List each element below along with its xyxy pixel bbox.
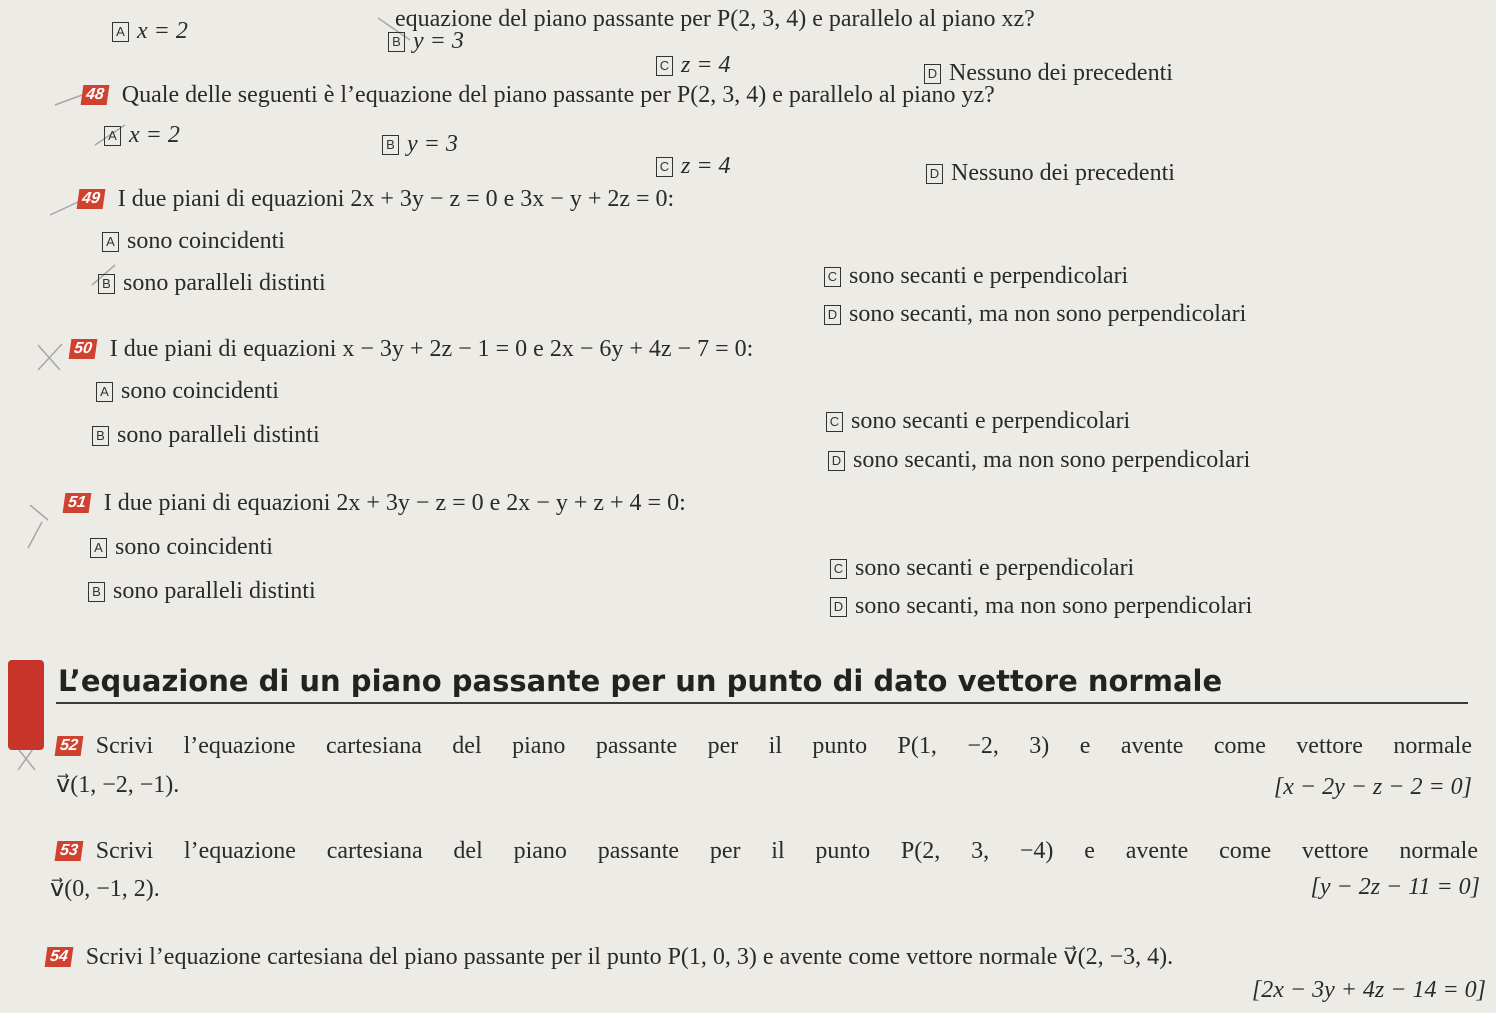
q50-option-c <box>826 408 1130 435</box>
q47-option-b-box: B <box>388 32 405 52</box>
q48-option-d <box>926 160 1175 187</box>
q50-option-c-text: sono secanti e perpendicolari <box>851 408 1131 434</box>
question-48 <box>82 82 995 109</box>
q48-option-b-text: y = 3 <box>407 131 458 157</box>
q47-option-a-text: x = 2 <box>137 18 188 44</box>
q51-option-b <box>88 578 316 605</box>
q49-option-d-box: D <box>824 305 841 325</box>
q51-option-a-box: A <box>90 538 107 558</box>
question-53-answer: [y − 2z − 11 = 0] <box>1310 874 1480 900</box>
q51-option-d-box: D <box>830 597 847 617</box>
question-53-number: 53 <box>55 841 84 861</box>
q50-option-a <box>96 378 279 405</box>
q47-option-c-box: C <box>656 56 673 76</box>
question-47-text: equazione del piano passante per P(2, 3, 4) e parallelo al piano xz? <box>395 6 1035 32</box>
question-49 <box>78 186 674 213</box>
q49-option-c-text: sono secanti e perpendicolari <box>849 263 1129 289</box>
question-53 <box>56 838 1478 865</box>
q50-option-a-box: A <box>96 382 113 402</box>
question-51-text: I due piani di equazioni 2x + 3y − z = 0 e 2x − y + z + 4 = 0: <box>103 490 686 516</box>
question-52-line2: v⃗(1, −2, −1). <box>56 772 180 798</box>
question-49-number: 49 <box>77 189 106 209</box>
q51-option-b-text: sono paralleli distinti <box>113 578 316 604</box>
q49-option-b-text: sono paralleli distinti <box>123 270 326 296</box>
q50-option-d-text: sono secanti, ma non sono perpendicolari <box>853 447 1251 473</box>
q48-option-c <box>656 153 731 180</box>
q49-option-d <box>824 301 1246 328</box>
question-54-answer: [2x − 3y + 4z − 14 = 0] <box>1251 977 1486 1003</box>
question-50 <box>70 336 753 363</box>
q47-option-a <box>112 18 188 45</box>
q48-option-b <box>382 131 458 158</box>
q49-option-c <box>824 263 1128 290</box>
q51-option-b-box: B <box>88 582 105 602</box>
q50-option-b-box: B <box>92 426 109 446</box>
q50-option-b <box>92 422 320 449</box>
question-48-text: Quale delle seguenti è l’equazione del piano passante per P(2, 3, 4) e parallelo al piano yz? <box>121 82 995 108</box>
q49-option-a <box>102 228 285 255</box>
q47-option-c-text: z = 4 <box>681 52 731 78</box>
question-54-number: 54 <box>45 947 74 967</box>
section-red-tab <box>8 660 44 750</box>
q48-option-a-text: x = 2 <box>129 122 180 148</box>
q51-option-d-text: sono secanti, ma non sono perpendicolari <box>855 593 1253 619</box>
q51-option-a-text: sono coincidenti <box>115 534 273 560</box>
question-54 <box>46 942 1173 971</box>
q51-option-c-text: sono secanti e perpendicolari <box>855 555 1135 581</box>
question-52-number: 52 <box>55 736 84 756</box>
question-50-text: I due piani di equazioni x − 3y + 2z − 1 = 0 e 2x − 6y + 4z − 7 = 0: <box>109 336 754 362</box>
question-51 <box>64 490 686 517</box>
q47-option-d-box: D <box>924 64 941 84</box>
section-title: L’equazione di un piano passante per un punto di dato vettore normale <box>58 664 1223 698</box>
q51-option-c <box>830 555 1134 582</box>
question-51-number: 51 <box>63 493 92 513</box>
q50-option-a-text: sono coincidenti <box>121 378 279 404</box>
q48-option-c-text: z = 4 <box>681 153 731 179</box>
q47-option-b-text: y = 3 <box>413 28 464 54</box>
q48-option-b-box: B <box>382 135 399 155</box>
q50-option-b-text: sono paralleli distinti <box>117 422 320 448</box>
q47-option-b <box>388 28 464 55</box>
question-53-line1: Scrivi l’equazione cartesiana del piano passante per il punto P(2, 3, −4) e avente come vettore normale <box>95 838 1478 864</box>
question-49-text: I due piani di equazioni 2x + 3y − z = 0 e 3x − y + 2z = 0: <box>117 186 675 212</box>
q51-option-c-box: C <box>830 559 847 579</box>
q49-option-a-box: A <box>102 232 119 252</box>
question-54-line1: Scrivi l’equazione cartesiana del piano passante per il punto P(1, 0, 3) e avente come vettore normale v⃗(2, −3, 4). <box>85 944 1174 970</box>
q48-option-d-text: Nessuno dei precedenti <box>951 160 1175 186</box>
section-rule <box>56 702 1468 704</box>
q49-option-d-text: sono secanti, ma non sono perpendicolari <box>849 301 1247 327</box>
q49-option-b <box>98 270 326 297</box>
question-52-line1: Scrivi l’equazione cartesiana del piano passante per il punto P(1, −2, 3) e avente come vettore normale <box>95 733 1472 759</box>
q47-option-c <box>656 52 731 79</box>
q49-option-b-box: B <box>98 274 115 294</box>
question-52-answer: [x − 2y − z − 2 = 0] <box>1273 774 1472 800</box>
q51-option-d <box>830 593 1252 620</box>
q49-option-a-text: sono coincidenti <box>127 228 285 254</box>
q50-option-d-box: D <box>828 451 845 471</box>
q48-option-d-box: D <box>926 164 943 184</box>
q48-option-a <box>104 122 180 149</box>
q47-option-d-text: Nessuno dei precedenti <box>949 60 1173 86</box>
question-53-line2: v⃗(0, −1, 2). <box>50 876 160 902</box>
q48-option-a-box: A <box>104 126 121 146</box>
q50-option-d <box>828 447 1250 474</box>
question-50-number: 50 <box>69 339 98 359</box>
question-48-number: 48 <box>81 85 110 105</box>
q48-option-c-box: C <box>656 157 673 177</box>
q49-option-c-box: C <box>824 267 841 287</box>
question-52 <box>56 733 1472 760</box>
q50-option-c-box: C <box>826 412 843 432</box>
q51-option-a <box>90 534 273 561</box>
q47-option-a-box: A <box>112 22 129 42</box>
